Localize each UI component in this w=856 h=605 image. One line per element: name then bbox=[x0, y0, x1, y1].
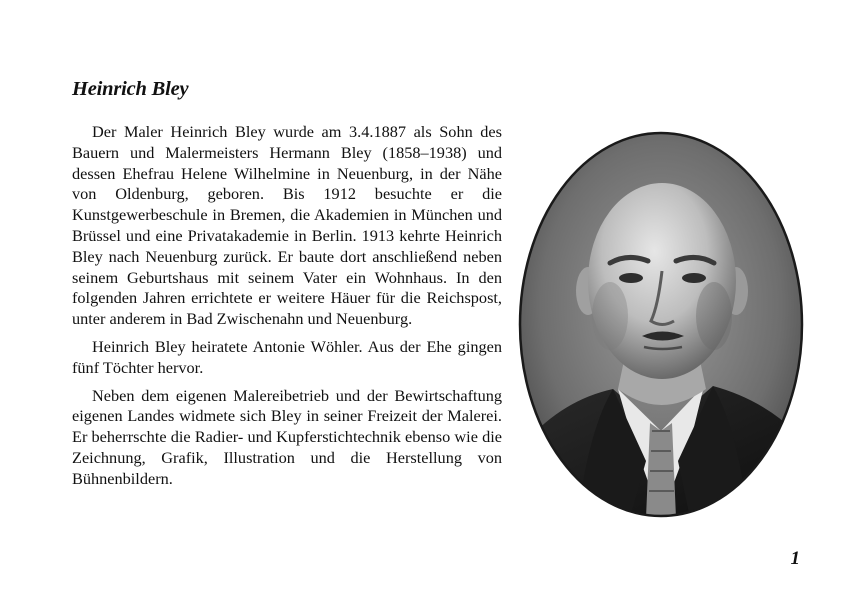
portrait-photo bbox=[518, 131, 804, 518]
page-number: 1 bbox=[790, 548, 800, 569]
biography-text bbox=[72, 122, 502, 497]
paragraph-1: Der Maler Heinrich Bley wurde am 3.4.1887 als Sohn des Bauern und Malermeisters Hermann Bley (1858–1938) und dessen Ehefrau Helene Wilhelmine in Neuenburg, in der Nähe von Oldenburg, geboren. Bis 1912 besuchte er die Kunstgewerbeschule in Bremen, die Akademien in München und Brüssel und eine Privatakademie in Berlin. 1913 kehrte Heinrich Bley nach Neuenburg zurück. Er baute dort anschließend neben seinem Geburtshaus mit seinem Vater ein Wohnhaus. In den folgenden Jahren errichtete er weitere Häuer für die Reichspost, unter anderem in Bad Zwischenahn und Neuenburg. bbox=[72, 122, 502, 329]
paragraph-3: Neben dem eigenen Malereibetrieb und der Bewirtschaftung eigenen Landes widmete sich Bley in seiner Freizeit der Malerei. Er beherrschte die Radier- und Kupferstichtechnik ebenso wie die Zeichnung, Grafik, Illustration und die Herstellung von Bühnenbildern. bbox=[72, 385, 502, 488]
paragraph-2: Heinrich Bley heiratete Antonie Wöhler. Aus der Ehe gingen fünf Töchter hervor. bbox=[72, 336, 502, 377]
page-title: Heinrich Bley bbox=[72, 78, 189, 100]
